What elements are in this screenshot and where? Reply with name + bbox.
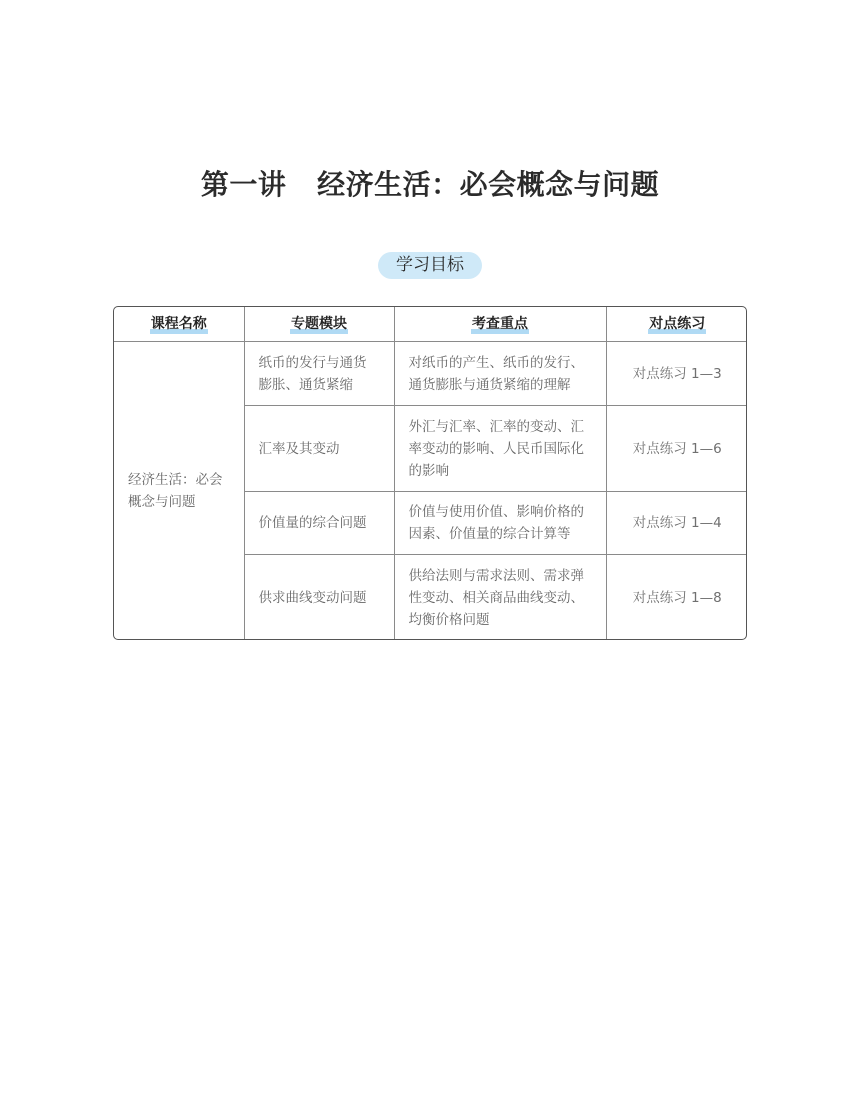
focus-cell: 供给法则与需求法则、需求弹性变动、相关商品曲线变动、均衡价格问题 [394,555,606,641]
practice-cell: 对点练习 1—4 [606,492,747,555]
practice-cell: 对点练习 1—6 [606,406,747,492]
practice-cell: 对点练习 1—8 [606,555,747,641]
focus-cell: 价值与使用价值、影响价格的因素、价值量的综合计算等 [394,492,606,555]
focus-cell: 对纸币的产生、纸币的发行、通货膨胀与通货紧缩的理解 [394,342,606,406]
header-topic-module: 专题模块 [244,307,394,342]
table-header-row [114,307,747,342]
learning-goals-badge: 学习目标 [378,252,482,279]
module-cell: 纸币的发行与通货膨胀、通货紧缩 [244,342,394,406]
module-cell: 价值量的综合问题 [244,492,394,555]
module-cell: 供求曲线变动问题 [244,555,394,641]
course-name-cell: 经济生活：必会概念与问题 [114,342,244,641]
practice-cell: 对点练习 1—3 [606,342,747,406]
page-title: 第一讲 经济生活：必会概念与问题 [200,168,660,201]
focus-cell: 外汇与汇率、汇率的变动、汇率变动的影响、人民币国际化的影响 [394,406,606,492]
header-practice: 对点练习 [606,307,747,342]
header-course-name: 课程名称 [114,307,244,342]
table-row [114,342,747,406]
header-exam-focus: 考查重点 [394,307,606,342]
course-table [113,306,747,640]
module-cell: 汇率及其变动 [244,406,394,492]
